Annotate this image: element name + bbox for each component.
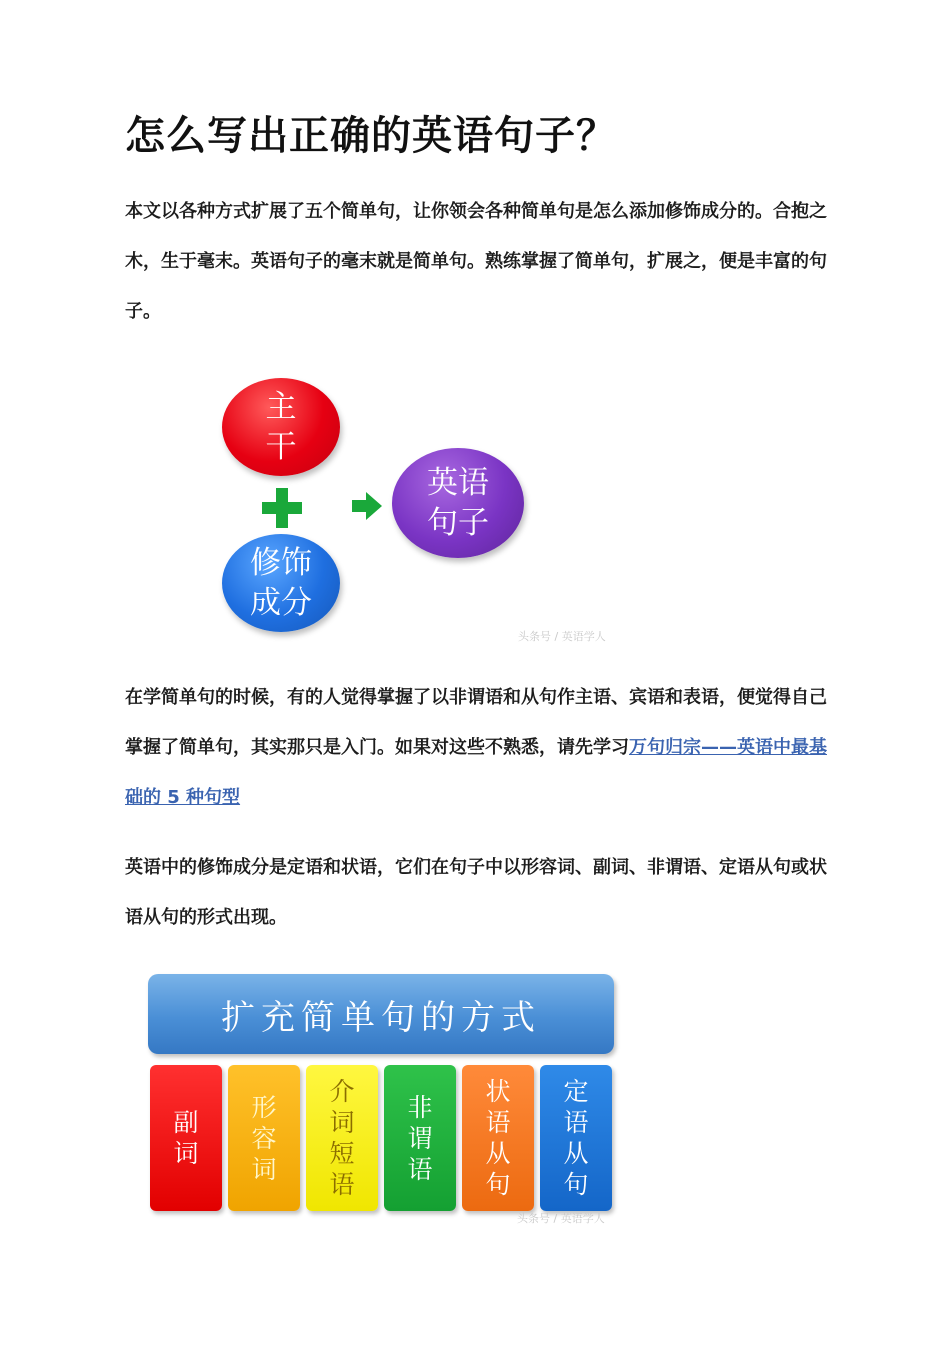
box-char: 定 — [563, 1077, 589, 1106]
circle-modifier-line-1: 修饰 — [250, 545, 312, 581]
intro-paragraph: 本文以各种方式扩展了五个简单句，让你领会各种简单句是怎么添加修饰成分的。合抱之木，生于毫末。英语句子的毫末就是简单句。熟练掌握了简单句，扩展之，便是丰富的句子。 — [125, 201, 827, 322]
circle-modifier-line-2: 成分 — [250, 585, 312, 621]
box-char: 词 — [251, 1154, 277, 1184]
expansion-methods-banner: 扩充简单句的方式 — [148, 974, 614, 1054]
box-char: 副 — [173, 1108, 199, 1137]
method-box-prepositional-phrase — [306, 1065, 378, 1211]
box-char: 谓 — [407, 1123, 433, 1153]
basics-paragraph-text: 在学简单句的时候，有的人觉得掌握了以非谓语和从句作主语、宾语和表语，便觉得自己掌握了简单句，其实那只是入门。如果对这些不熟悉，请先学习 — [125, 687, 827, 758]
box-char: 词 — [329, 1108, 355, 1137]
circle-english-sentence — [392, 448, 524, 558]
method-box-adverbial-clause — [462, 1065, 534, 1211]
box-char: 非 — [407, 1092, 433, 1122]
box-char: 状 — [485, 1077, 511, 1106]
diagram-expansion-methods — [145, 970, 635, 1225]
box-char: 从 — [563, 1139, 589, 1168]
box-char: 语 — [329, 1170, 355, 1199]
box-char: 介 — [329, 1077, 355, 1106]
five-sentence-patterns-link[interactable]: 万句归宗——英语中最基础的 5 种句型 — [125, 737, 827, 808]
box-char: 句 — [485, 1170, 511, 1199]
plus-icon — [262, 488, 302, 528]
arrow-right-icon — [352, 491, 382, 521]
circle-main-line-2: 干 — [265, 429, 297, 465]
article-title: 怎么写出正确的英语句子？ — [125, 113, 617, 159]
method-box-adjective — [228, 1065, 300, 1211]
box-char: 短 — [329, 1139, 355, 1168]
method-box-non-finite — [384, 1065, 456, 1211]
diagram-sentence-composition — [210, 370, 630, 650]
circle-result-line-1: 英语 — [427, 465, 489, 501]
box-char: 形 — [251, 1092, 277, 1122]
box-char: 容 — [251, 1123, 277, 1153]
image-watermark: 头条号 / 英语学人 — [517, 1212, 605, 1225]
box-char: 词 — [173, 1139, 199, 1168]
box-char: 句 — [563, 1170, 589, 1199]
basics-paragraph — [125, 673, 830, 823]
circle-modifier — [222, 534, 340, 632]
circle-main-clause — [222, 378, 340, 476]
image-watermark: 头条号 / 英语学人 — [518, 630, 606, 643]
box-char: 语 — [407, 1154, 433, 1184]
box-char: 语 — [563, 1108, 589, 1137]
box-char: 语 — [485, 1108, 511, 1137]
method-box-attributive-clause — [540, 1065, 612, 1211]
modifier-paragraph: 英语中的修饰成分是定语和状语，它们在句子中以形容词、副词、非谓语、定语从句或状语从句的形式出现。 — [125, 857, 827, 928]
circle-main-line-1: 主 — [265, 389, 297, 425]
method-box-adverb — [150, 1065, 222, 1211]
circle-result-line-2: 句子 — [427, 505, 489, 541]
box-char: 从 — [485, 1139, 511, 1168]
